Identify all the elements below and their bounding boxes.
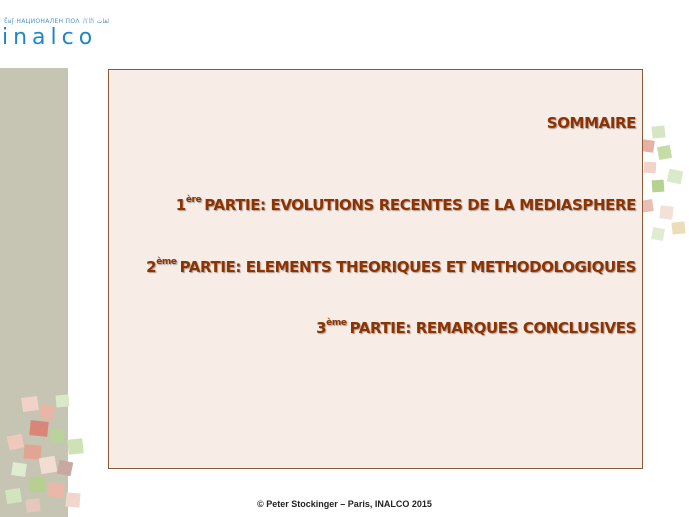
mosaic-tile [7, 434, 25, 451]
mosaic-tile [30, 477, 46, 493]
mosaic-tile [56, 395, 70, 408]
mosaic-tile [67, 438, 83, 454]
mosaic-tile [29, 420, 48, 437]
mosaic-tile [39, 456, 58, 475]
summary-item-3 [316, 319, 636, 337]
summary-item-1 [176, 196, 636, 214]
item-text: PARTIE: REMARQUES CONCLUSIVES [349, 319, 636, 337]
item-ordinal-suffix: ère [185, 195, 202, 205]
mosaic-tile [657, 145, 672, 160]
mosaic-tile [651, 227, 665, 241]
mosaic-tile [39, 404, 55, 420]
decorative-mosaic-left [0, 385, 90, 517]
item-number: 2 [146, 258, 157, 276]
mosaic-tile [11, 462, 27, 477]
logo-tagline: Ɛ̄ʁʃ НАЦИОНАЛЕН ΠΟΛ 言语 لغات [4, 18, 110, 25]
summary-item-2 [146, 258, 636, 276]
item-ordinal-suffix: ème [326, 318, 347, 328]
mosaic-tile [652, 180, 665, 193]
mosaic-tile [651, 125, 665, 138]
summary-box [108, 69, 643, 469]
mosaic-tile [667, 169, 683, 185]
logo-wordmark: inalco [2, 25, 98, 50]
slide-title: SOMMAIRE [546, 114, 636, 132]
mosaic-tile [21, 396, 39, 412]
footer-copyright: © Peter Stockinger – Paris, INALCO 2015 [257, 499, 432, 509]
item-text: PARTIE: EVOLUTIONS RECENTES DE LA MEDIASPHERE [204, 196, 636, 214]
item-ordinal-suffix: ème [156, 257, 177, 267]
item-text: PARTIE: ELEMENTS THEORIQUES ET METHODOLOGIQUES [179, 258, 636, 276]
mosaic-tile [47, 482, 65, 498]
mosaic-tile [57, 460, 74, 477]
item-number: 1 [175, 196, 186, 214]
mosaic-tile [659, 205, 673, 219]
mosaic-tile [24, 444, 42, 459]
mosaic-tile [671, 221, 685, 234]
mosaic-tile [641, 139, 655, 153]
inalco-logo [2, 16, 112, 50]
decorative-mosaic-right [638, 118, 689, 248]
mosaic-tile [644, 162, 657, 174]
mosaic-tile [49, 427, 66, 443]
item-number: 3 [316, 319, 327, 337]
